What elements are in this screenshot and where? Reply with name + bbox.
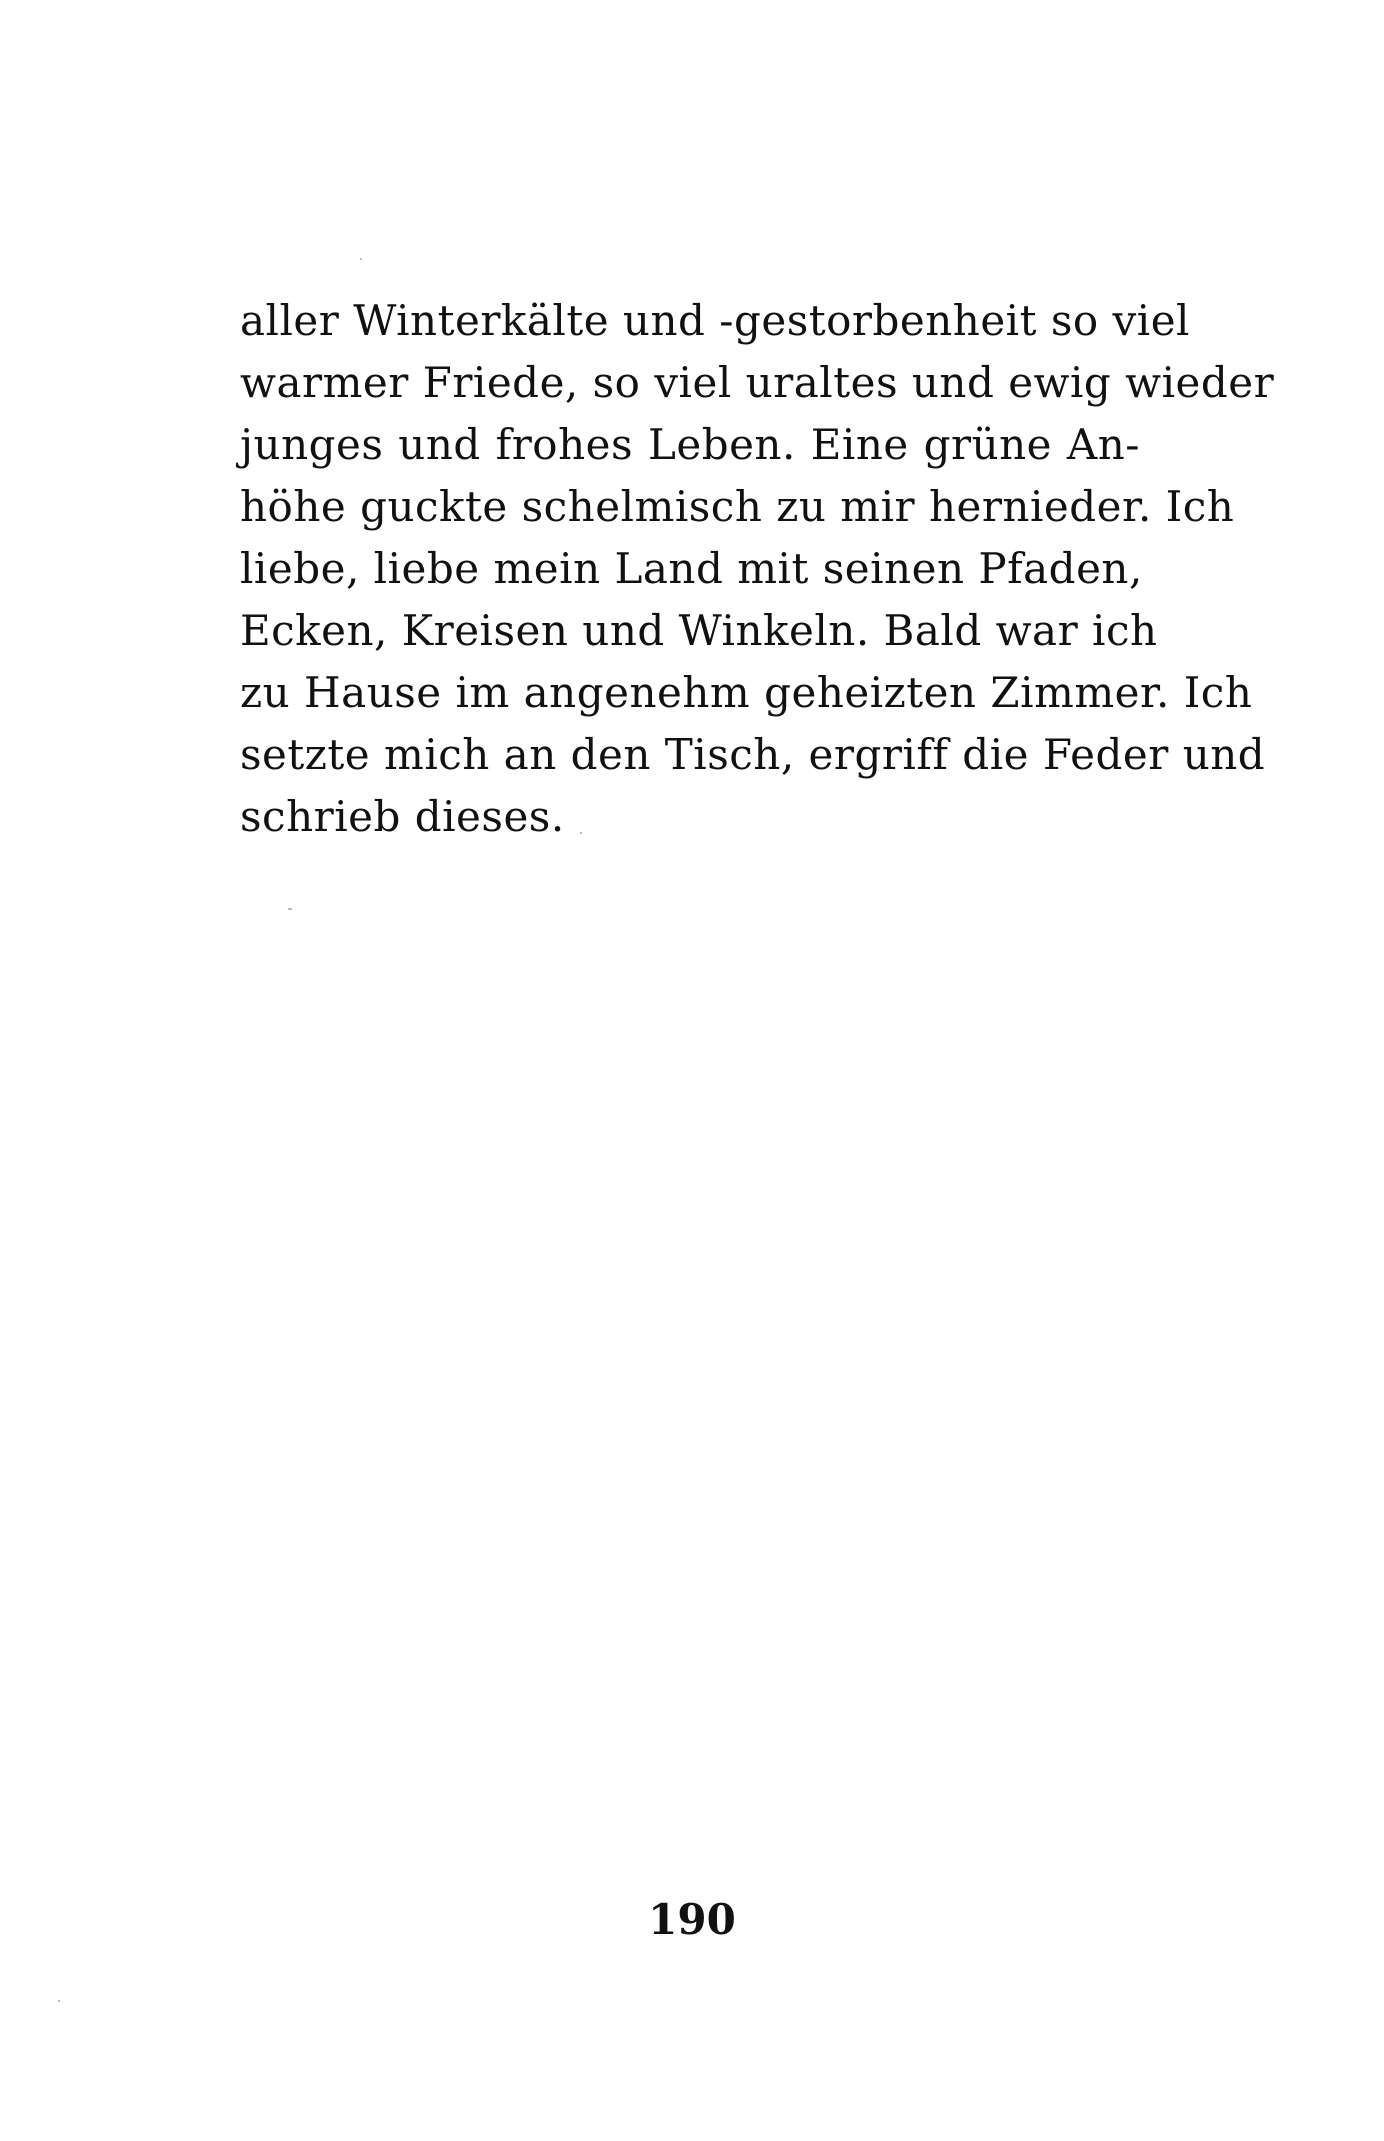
body-text bbox=[240, 290, 1275, 848]
text-line: liebe, liebe mein Land mit seinen Pfaden, bbox=[240, 544, 1143, 593]
text-line: höhe guckte schelmisch zu mir hernieder. Ich bbox=[240, 482, 1235, 531]
page-number: 190 bbox=[648, 1895, 736, 1944]
text-line: junges und frohes Leben. Eine grüne An- bbox=[240, 420, 1140, 469]
scan-speck bbox=[288, 908, 292, 910]
text-line: aller Winterkälte und -gestorbenheit so viel bbox=[240, 296, 1190, 345]
text-line: setzte mich an den Tisch, ergriff die Feder und bbox=[240, 730, 1266, 779]
text-line: Ecken, Kreisen und Winkeln. Bald war ich bbox=[240, 606, 1158, 655]
scan-speck bbox=[360, 258, 362, 260]
text-line: zu Hause im angenehm geheizten Zimmer. Ich bbox=[240, 668, 1253, 717]
scan-speck bbox=[58, 2000, 60, 2002]
text-line: warmer Friede, so viel uraltes und ewig wieder bbox=[240, 358, 1275, 407]
scan-speck bbox=[580, 832, 582, 834]
text-line: schrieb dieses. bbox=[240, 792, 565, 841]
